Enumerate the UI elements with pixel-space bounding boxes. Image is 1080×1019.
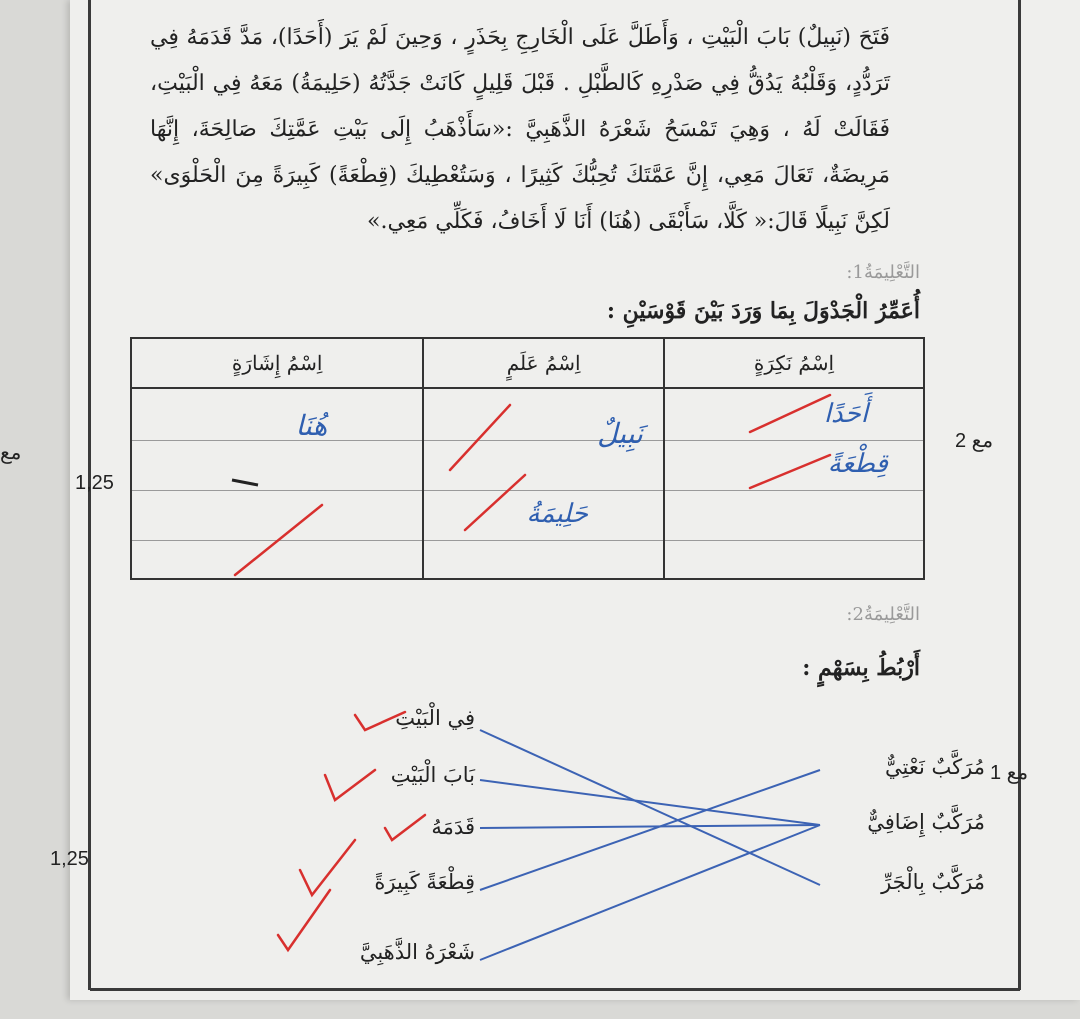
- blue-dash-mark: [232, 480, 258, 485]
- answer-indefinite-1: أَحَدًا: [823, 399, 868, 429]
- left-item-1[interactable]: فِي الْبَيْتِ: [395, 706, 475, 730]
- task1-instruction: أُعَمِّرُ الْجَدْوَلَ بِمَا وَرَدَ بَيْنَ قَوْسَيْنِ :: [606, 298, 920, 324]
- answer-proper-2: حَلِيمَةُ: [526, 499, 588, 529]
- task1-label: التَّعْلِيمَةُ1:: [846, 262, 920, 283]
- matching-lines: [480, 730, 820, 960]
- left-item-5[interactable]: شَعْرَهُ الذَّهَبِيَّ: [359, 940, 475, 964]
- red-tick-2: [325, 770, 375, 800]
- left-item-2[interactable]: بَابَ الْبَيْتِ: [390, 763, 475, 787]
- right-item-1[interactable]: مُرَكَّبٌ نَعْتِيٌّ: [885, 755, 985, 779]
- header-demonstrative: اِسْمُ إِشَارَةٍ: [131, 338, 423, 388]
- header-indefinite: اِسْمُ نَكِرَةٍ: [664, 338, 924, 388]
- right-item-3[interactable]: مُرَكَّبٌ بِالْجَرِّ: [881, 870, 985, 894]
- red-tick-1: [355, 712, 405, 730]
- task1-criterion: مع 2: [955, 430, 994, 452]
- red-tick-table-2: [750, 455, 830, 488]
- red-tick-4: [300, 840, 355, 895]
- left-item-3[interactable]: قَدَمَهُ: [431, 815, 475, 839]
- red-tick-table-5: [235, 505, 322, 575]
- answer-indefinite-2: قِطْعَةً: [827, 449, 888, 479]
- match-line-1: [480, 730, 820, 885]
- task2-label: التَّعْلِيمَةُ2:: [846, 604, 920, 625]
- answer-demonstrative-1: هُنَا: [295, 409, 328, 442]
- match-line-5: [480, 825, 820, 960]
- match-line-3: [480, 825, 820, 828]
- grading-ticks: [235, 395, 830, 950]
- task1-score: 1,25: [75, 472, 114, 494]
- left-margin-note: مع: [0, 442, 22, 464]
- red-tick-table-3: [450, 405, 510, 470]
- red-tick-3: [385, 815, 425, 840]
- red-tick-table-1: [750, 395, 830, 432]
- left-item-4[interactable]: قِطْعَةً كَبِيرَةً: [374, 870, 475, 894]
- match-line-2: [480, 780, 820, 825]
- reading-passage: فَتَحَ (نَبِيلٌ) بَابَ الْبَيْتِ ، وَأَطَلَّ عَلَى الْخَارِجِ بِحَذَرٍ ، وَحِينَ لَمْ يَرَ (أَحَدًا)، مَدَّ قَدَمَهُ فِي تَرَدُّدٍ، وَقَلْبُهُ يَدُقُّ فِي صَدْرِهِ كَالطَّبْلِ . قَبْلَ قَلِيلٍ كَانَتْ جَدَّتُهُ (حَلِيمَةُ) مَعَهُ فِي الْبَيْتِ، فَقَالَتْ لَهُ ، وَهِيَ تَمْسَحُ شَعْرَهُ الذَّهَبِيَّ :«سَأَذْهَبُ إِلَى بَيْتِ عَمَّتِكَ صَالِحَةَ، إِنَّهَا مَرِيضَةٌ، تَعَالَ مَعِي، إِنَّ عَمَّتَكَ تُحِبُّكَ كَثِيرًا ، وَسَتُعْطِيكَ (قِطْعَةً) كَبِيرَةً مِنَ الْحَلْوَى» لَكِنَّ نَبِيلًا قَالَ:« كَلَّا، سَأَبْقَى (هُنَا) أَنَا لَا أَخَافُ، فَكَلِّي مَعِي.»: [150, 25, 890, 234]
- right-item-2[interactable]: مُرَكَّبٌ إِضَافِيٌّ: [867, 810, 985, 834]
- red-tick-table-4: [465, 475, 525, 530]
- task2-score: 1,25: [50, 848, 89, 870]
- answer-proper-1: نَبِيلٌ: [597, 417, 643, 450]
- red-tick-5: [278, 890, 330, 950]
- header-proper: اِسْمُ عَلَمٍ: [423, 338, 664, 388]
- task2-instruction: أَرْبُطُ بِسَهْمٍ :: [802, 655, 920, 681]
- task2-criterion: مع 1: [990, 762, 1029, 784]
- match-line-4: [480, 770, 820, 890]
